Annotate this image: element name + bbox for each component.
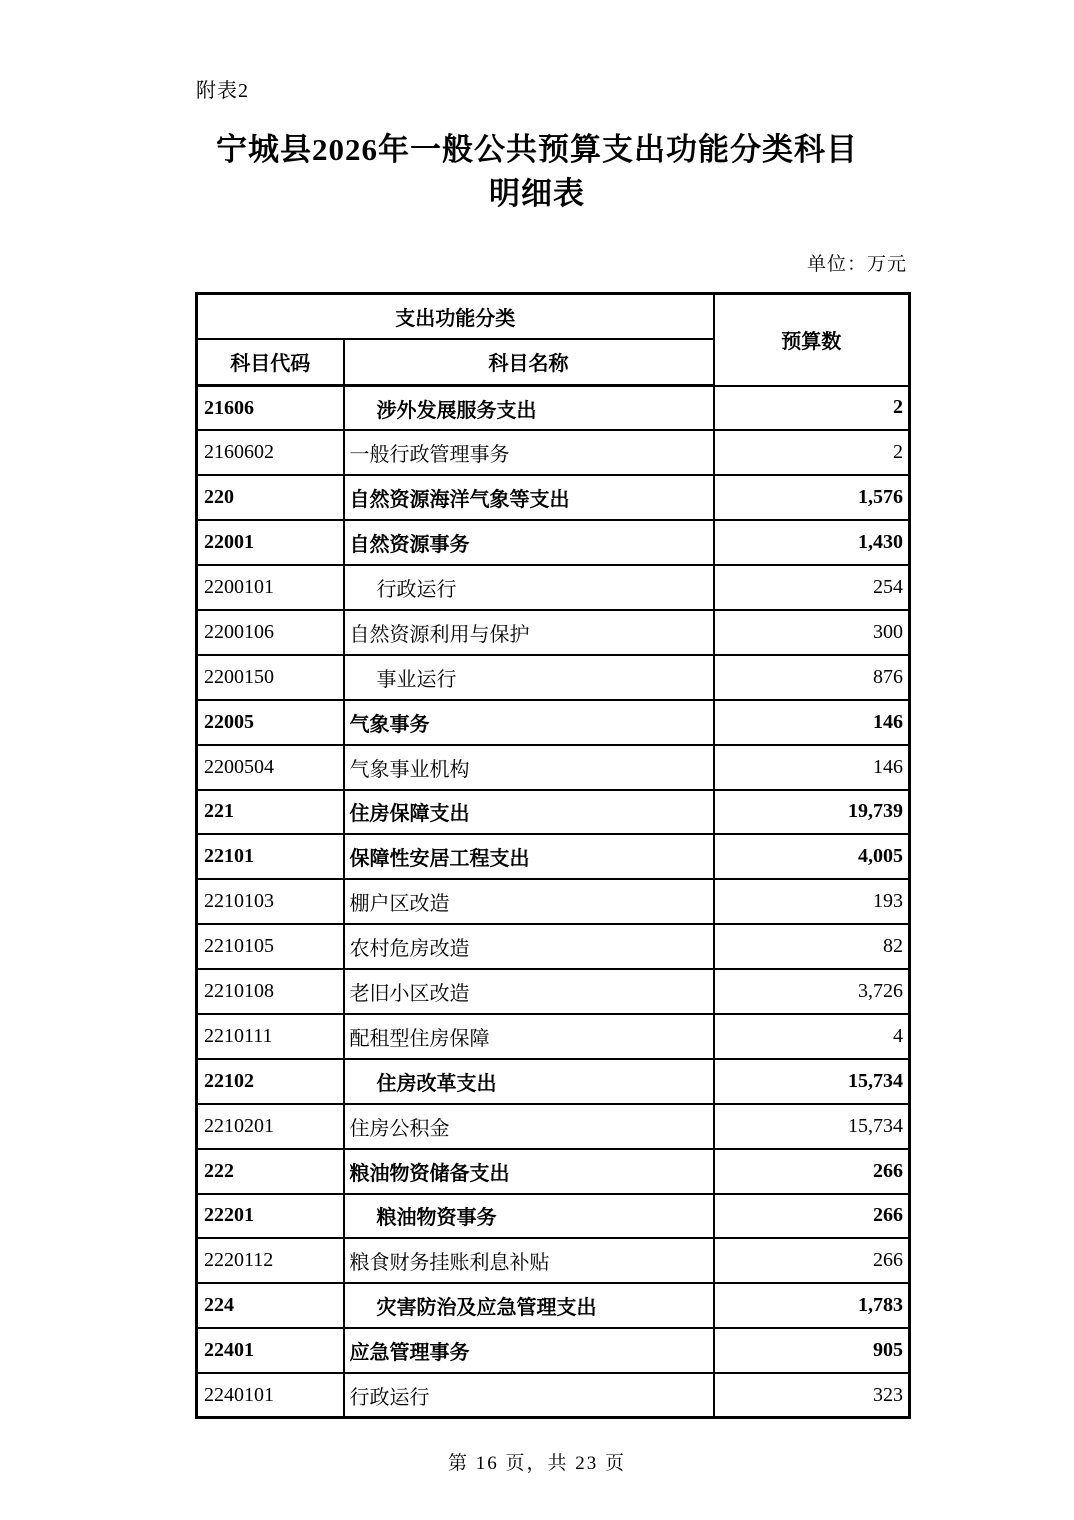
budget-value-cell: 1,430 — [714, 520, 910, 565]
subject-code-cell: 2200106 — [197, 610, 344, 655]
subject-name-cell: 事业运行 — [344, 655, 714, 700]
budget-value-cell: 4,005 — [714, 834, 910, 879]
subject-code-cell: 2210108 — [197, 969, 344, 1014]
budget-value-cell: 266 — [714, 1194, 910, 1239]
budget-value-cell: 4 — [714, 1014, 910, 1059]
budget-table-body — [197, 386, 910, 1418]
subject-code-cell: 22101 — [197, 834, 344, 879]
budget-value-cell: 254 — [714, 565, 910, 610]
header-budget-amount: 预算数 — [714, 294, 910, 386]
page-title-line2: 明细表 — [489, 176, 585, 211]
subject-code-cell: 2210111 — [197, 1014, 344, 1059]
table-row — [197, 1149, 910, 1194]
subject-name-cell: 粮食财务挂账利息补贴 — [344, 1238, 714, 1283]
subject-name-cell: 老旧小区改造 — [344, 969, 714, 1014]
table-row — [197, 655, 910, 700]
subject-name-cell: 自然资源海洋气象等支出 — [344, 475, 714, 520]
header-subject-name: 科目名称 — [344, 339, 714, 386]
subject-code-cell: 2200504 — [197, 745, 344, 790]
table-row — [197, 879, 910, 924]
budget-value-cell: 266 — [714, 1149, 910, 1194]
subject-code-cell: 2200150 — [197, 655, 344, 700]
subject-code-cell: 22102 — [197, 1059, 344, 1104]
page-title — [0, 128, 1074, 216]
table-row — [197, 610, 910, 655]
table-row — [197, 969, 910, 1014]
subject-code-cell: 22401 — [197, 1328, 344, 1373]
table-row — [197, 834, 910, 879]
table-row — [197, 1373, 910, 1418]
table-row — [197, 924, 910, 969]
table-row — [197, 1104, 910, 1149]
subject-code-cell: 221 — [197, 790, 344, 835]
subject-name-cell: 配租型住房保障 — [344, 1014, 714, 1059]
subject-code-cell: 21606 — [197, 386, 344, 431]
budget-value-cell: 1,783 — [714, 1283, 910, 1328]
header-expenditure-function-classification: 支出功能分类 — [197, 294, 714, 339]
subject-name-cell: 粮油物资事务 — [344, 1194, 714, 1239]
subject-code-cell: 220 — [197, 475, 344, 520]
budget-value-cell: 1,576 — [714, 475, 910, 520]
table-row — [197, 565, 910, 610]
subject-name-cell: 保障性安居工程支出 — [344, 834, 714, 879]
table-row — [197, 1238, 910, 1283]
budget-table-header — [197, 294, 910, 386]
budget-value-cell: 15,734 — [714, 1104, 910, 1149]
budget-value-cell: 323 — [714, 1373, 910, 1418]
table-row — [197, 430, 910, 475]
subject-code-cell: 2210201 — [197, 1104, 344, 1149]
attachment-label: 附表2 — [196, 80, 249, 102]
subject-name-cell: 粮油物资储备支出 — [344, 1149, 714, 1194]
subject-name-cell: 行政运行 — [344, 1373, 714, 1418]
page-number-footer: 第 16 页，共 23 页 — [447, 1453, 626, 1474]
subject-code-cell: 22201 — [197, 1194, 344, 1239]
table-row — [197, 700, 910, 745]
budget-value-cell: 266 — [714, 1238, 910, 1283]
header-row-group — [197, 294, 910, 339]
table-row — [197, 475, 910, 520]
budget-value-cell: 876 — [714, 655, 910, 700]
budget-value-cell: 905 — [714, 1328, 910, 1373]
budget-value-cell: 19,739 — [714, 790, 910, 835]
subject-code-cell: 22005 — [197, 700, 344, 745]
budget-value-cell: 300 — [714, 610, 910, 655]
unit-label: 单位：万元 — [806, 254, 907, 275]
table-row — [197, 1194, 910, 1239]
budget-value-cell: 3,726 — [714, 969, 910, 1014]
budget-value-cell: 15,734 — [714, 1059, 910, 1104]
table-row — [197, 790, 910, 835]
table-row — [197, 1014, 910, 1059]
subject-name-cell: 住房保障支出 — [344, 790, 714, 835]
subject-name-cell: 住房改革支出 — [344, 1059, 714, 1104]
budget-value-cell: 193 — [714, 879, 910, 924]
subject-name-cell: 一般行政管理事务 — [344, 430, 714, 475]
subject-name-cell: 应急管理事务 — [344, 1328, 714, 1373]
budget-value-cell: 82 — [714, 924, 910, 969]
table-row — [197, 1328, 910, 1373]
subject-code-cell: 2240101 — [197, 1373, 344, 1418]
budget-table — [195, 292, 911, 1419]
subject-code-cell: 2210103 — [197, 879, 344, 924]
header-subject-code: 科目代码 — [197, 339, 344, 386]
subject-code-cell: 224 — [197, 1283, 344, 1328]
subject-name-cell: 自然资源事务 — [344, 520, 714, 565]
subject-name-cell: 行政运行 — [344, 565, 714, 610]
subject-code-cell: 2200101 — [197, 565, 344, 610]
subject-name-cell: 气象事务 — [344, 700, 714, 745]
subject-name-cell: 涉外发展服务支出 — [344, 386, 714, 431]
table-row — [197, 745, 910, 790]
subject-code-cell: 222 — [197, 1149, 344, 1194]
subject-name-cell: 灾害防治及应急管理支出 — [344, 1283, 714, 1328]
budget-value-cell: 2 — [714, 386, 910, 431]
subject-code-cell: 22001 — [197, 520, 344, 565]
table-row — [197, 386, 910, 431]
budget-value-cell: 2 — [714, 430, 910, 475]
table-row — [197, 520, 910, 565]
budget-value-cell: 146 — [714, 700, 910, 745]
subject-name-cell: 农村危房改造 — [344, 924, 714, 969]
subject-name-cell: 自然资源利用与保护 — [344, 610, 714, 655]
table-row — [197, 1059, 910, 1104]
subject-name-cell: 住房公积金 — [344, 1104, 714, 1149]
subject-name-cell: 棚户区改造 — [344, 879, 714, 924]
budget-value-cell: 146 — [714, 745, 910, 790]
page-title-line1: 宁城县2026年一般公共预算支出功能分类科目 — [216, 132, 858, 167]
subject-name-cell: 气象事业机构 — [344, 745, 714, 790]
subject-code-cell: 2160602 — [197, 430, 344, 475]
table-row — [197, 1283, 910, 1328]
subject-code-cell: 2210105 — [197, 924, 344, 969]
subject-code-cell: 2220112 — [197, 1238, 344, 1283]
